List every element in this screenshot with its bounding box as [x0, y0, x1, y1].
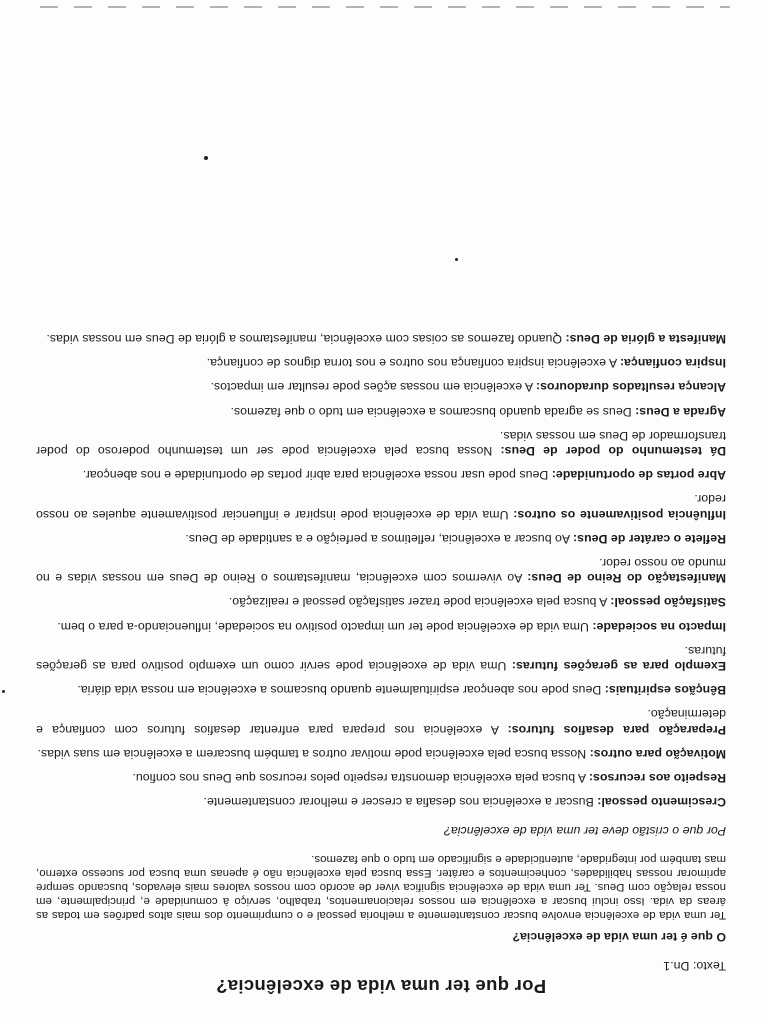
item-text: Nossa busca pela excelência pode ser um testemunho poderoso do poder transformador de Deus em nossas vidas.: [36, 428, 726, 458]
scripture-reference: Texto: Dn.1: [663, 958, 726, 973]
list-item: [36, 331, 726, 346]
item-term: Manifestação do Reino de Deus:: [527, 571, 726, 586]
item-text: Deus se agrada quando buscamos a excelência em tudo o que fazemos.: [230, 404, 636, 419]
item-term: Manifesta a glória de Deus:: [565, 331, 726, 346]
item-text: A busca pela excelência demonstra respeito pelos recursos que Deus nos confiou.: [132, 770, 589, 785]
list-item: [36, 746, 726, 761]
item-term: Agrada a Deus:: [635, 404, 726, 419]
section-heading: O que é ter uma vida de excelência?: [512, 929, 726, 944]
item-text: Deus pode nos abençoar espiritualmente quando buscamos a excelência em nossa vida diária.: [77, 683, 605, 698]
document-title: Por que ter uma vida de excelência?: [215, 976, 547, 997]
item-text: Ao buscar a excelência, refletimos a perfeição e a santidade de Deus.: [185, 531, 573, 546]
item-term: Alcança resultados duradouros:: [535, 380, 726, 395]
item-term: Abre portas de oportunidade:: [551, 468, 726, 483]
list-item: [36, 794, 726, 809]
list-item: [36, 531, 726, 546]
document-body: [35, 322, 726, 997]
item-term: Crescimento pessoal:: [597, 795, 726, 810]
item-term: Satisfação pessoal:: [610, 595, 726, 610]
scan-speck: [2, 690, 5, 693]
item-term: Exemplo para as gerações futuras:: [511, 658, 726, 673]
item-text: Buscar a excelência nos desafia a crescer e melhorar constantemente.: [203, 795, 598, 810]
reasons-list: [36, 331, 726, 809]
item-text: Uma vida de excelência pode inspirar e influenciar positivamente aqueles ao nosso redor.: [35, 492, 726, 522]
item-term: Impacto na sociedade:: [592, 619, 726, 634]
item-term: Inspira confiança:: [619, 356, 726, 371]
item-text: Deus pode usar nossa excelência para abrir portas de oportunidade e nos abençoar.: [82, 468, 552, 483]
item-term: Motivação para outros:: [589, 746, 726, 761]
list-item: [36, 618, 726, 633]
list-item: [36, 770, 726, 785]
list-item: [36, 467, 726, 482]
question-heading: Por que o cristão deve ter uma vida de excelência?: [443, 824, 726, 839]
list-item: [36, 379, 726, 394]
item-term: Reflete o caráter de Deus:: [572, 531, 726, 546]
list-item: [36, 643, 726, 673]
item-text: Ao vivermos com excelência, manifestamos o Reino de Deus em nossas vidas e no mundo ao nosso redor.: [36, 555, 726, 586]
item-term: Dá testemunho do poder de Deus:: [500, 443, 726, 458]
list-item: [36, 491, 726, 521]
list-item: [36, 555, 726, 585]
list-item: [36, 428, 726, 458]
item-term: Preparação para desafios futuros:: [507, 722, 726, 737]
item-text: Uma vida de excelência pode servir como um exemplo positivo para as gerações futuras.: [36, 643, 726, 673]
list-item: [36, 594, 726, 609]
item-term: Bênçãos espirituais:: [604, 683, 726, 698]
item-term: Respeito aos recursos:: [588, 770, 726, 785]
list-item: [36, 706, 726, 736]
item-text: A excelência em nossas ações pode resultar em impactos.: [210, 380, 536, 395]
item-text: Uma vida de excelência pode ter um impacto positivo na sociedade, influenciando-a para o bem.: [57, 619, 593, 634]
item-text: A busca pela excelência pode trazer satisfação pessoal e realização.: [228, 595, 611, 610]
item-text: A excelência inspira confiança nos outros e nos torna dignos de confiança.: [206, 356, 620, 371]
scan-speck: [455, 258, 458, 261]
list-item: [36, 682, 726, 697]
list-item: [36, 403, 726, 418]
item-term: Influência positivamente os outros:: [513, 507, 726, 522]
item-text: Quando fazemos as coisas com excelência, manifestamos a glória de Deus em nossas vidas.: [46, 331, 566, 346]
intro-paragraph: Ter uma vida de excelência envolve buscar constantemente a melhoria pessoal e o cumprimento dos mais altos padrões em todas as áreas da vida. Isso inclui buscar a excelência em nossos relacionamentos, trabalho, serviço à comunidade e, principalmente, em nossa relação com Deus. Ter uma vida de excelência significa viver de acordo com nossos valores mais elevados, buscando sempre aprimorar nossas habilidades, conhecimentos e caráter. Essa busca pela excelência não é apenas uma busca por sucesso externo, mas também por integridade, autenticidade e significado em tudo o que fazemos.: [36, 853, 726, 922]
list-item: [36, 355, 726, 370]
scan-speck: [204, 156, 208, 160]
item-text: Nossa busca pela excelência pode motivar outros a também buscarem a excelência em suas vidas.: [37, 746, 590, 761]
item-text: A excelência nos prepara para enfrentar desafios futuros com confiança e determinação.: [35, 707, 726, 737]
